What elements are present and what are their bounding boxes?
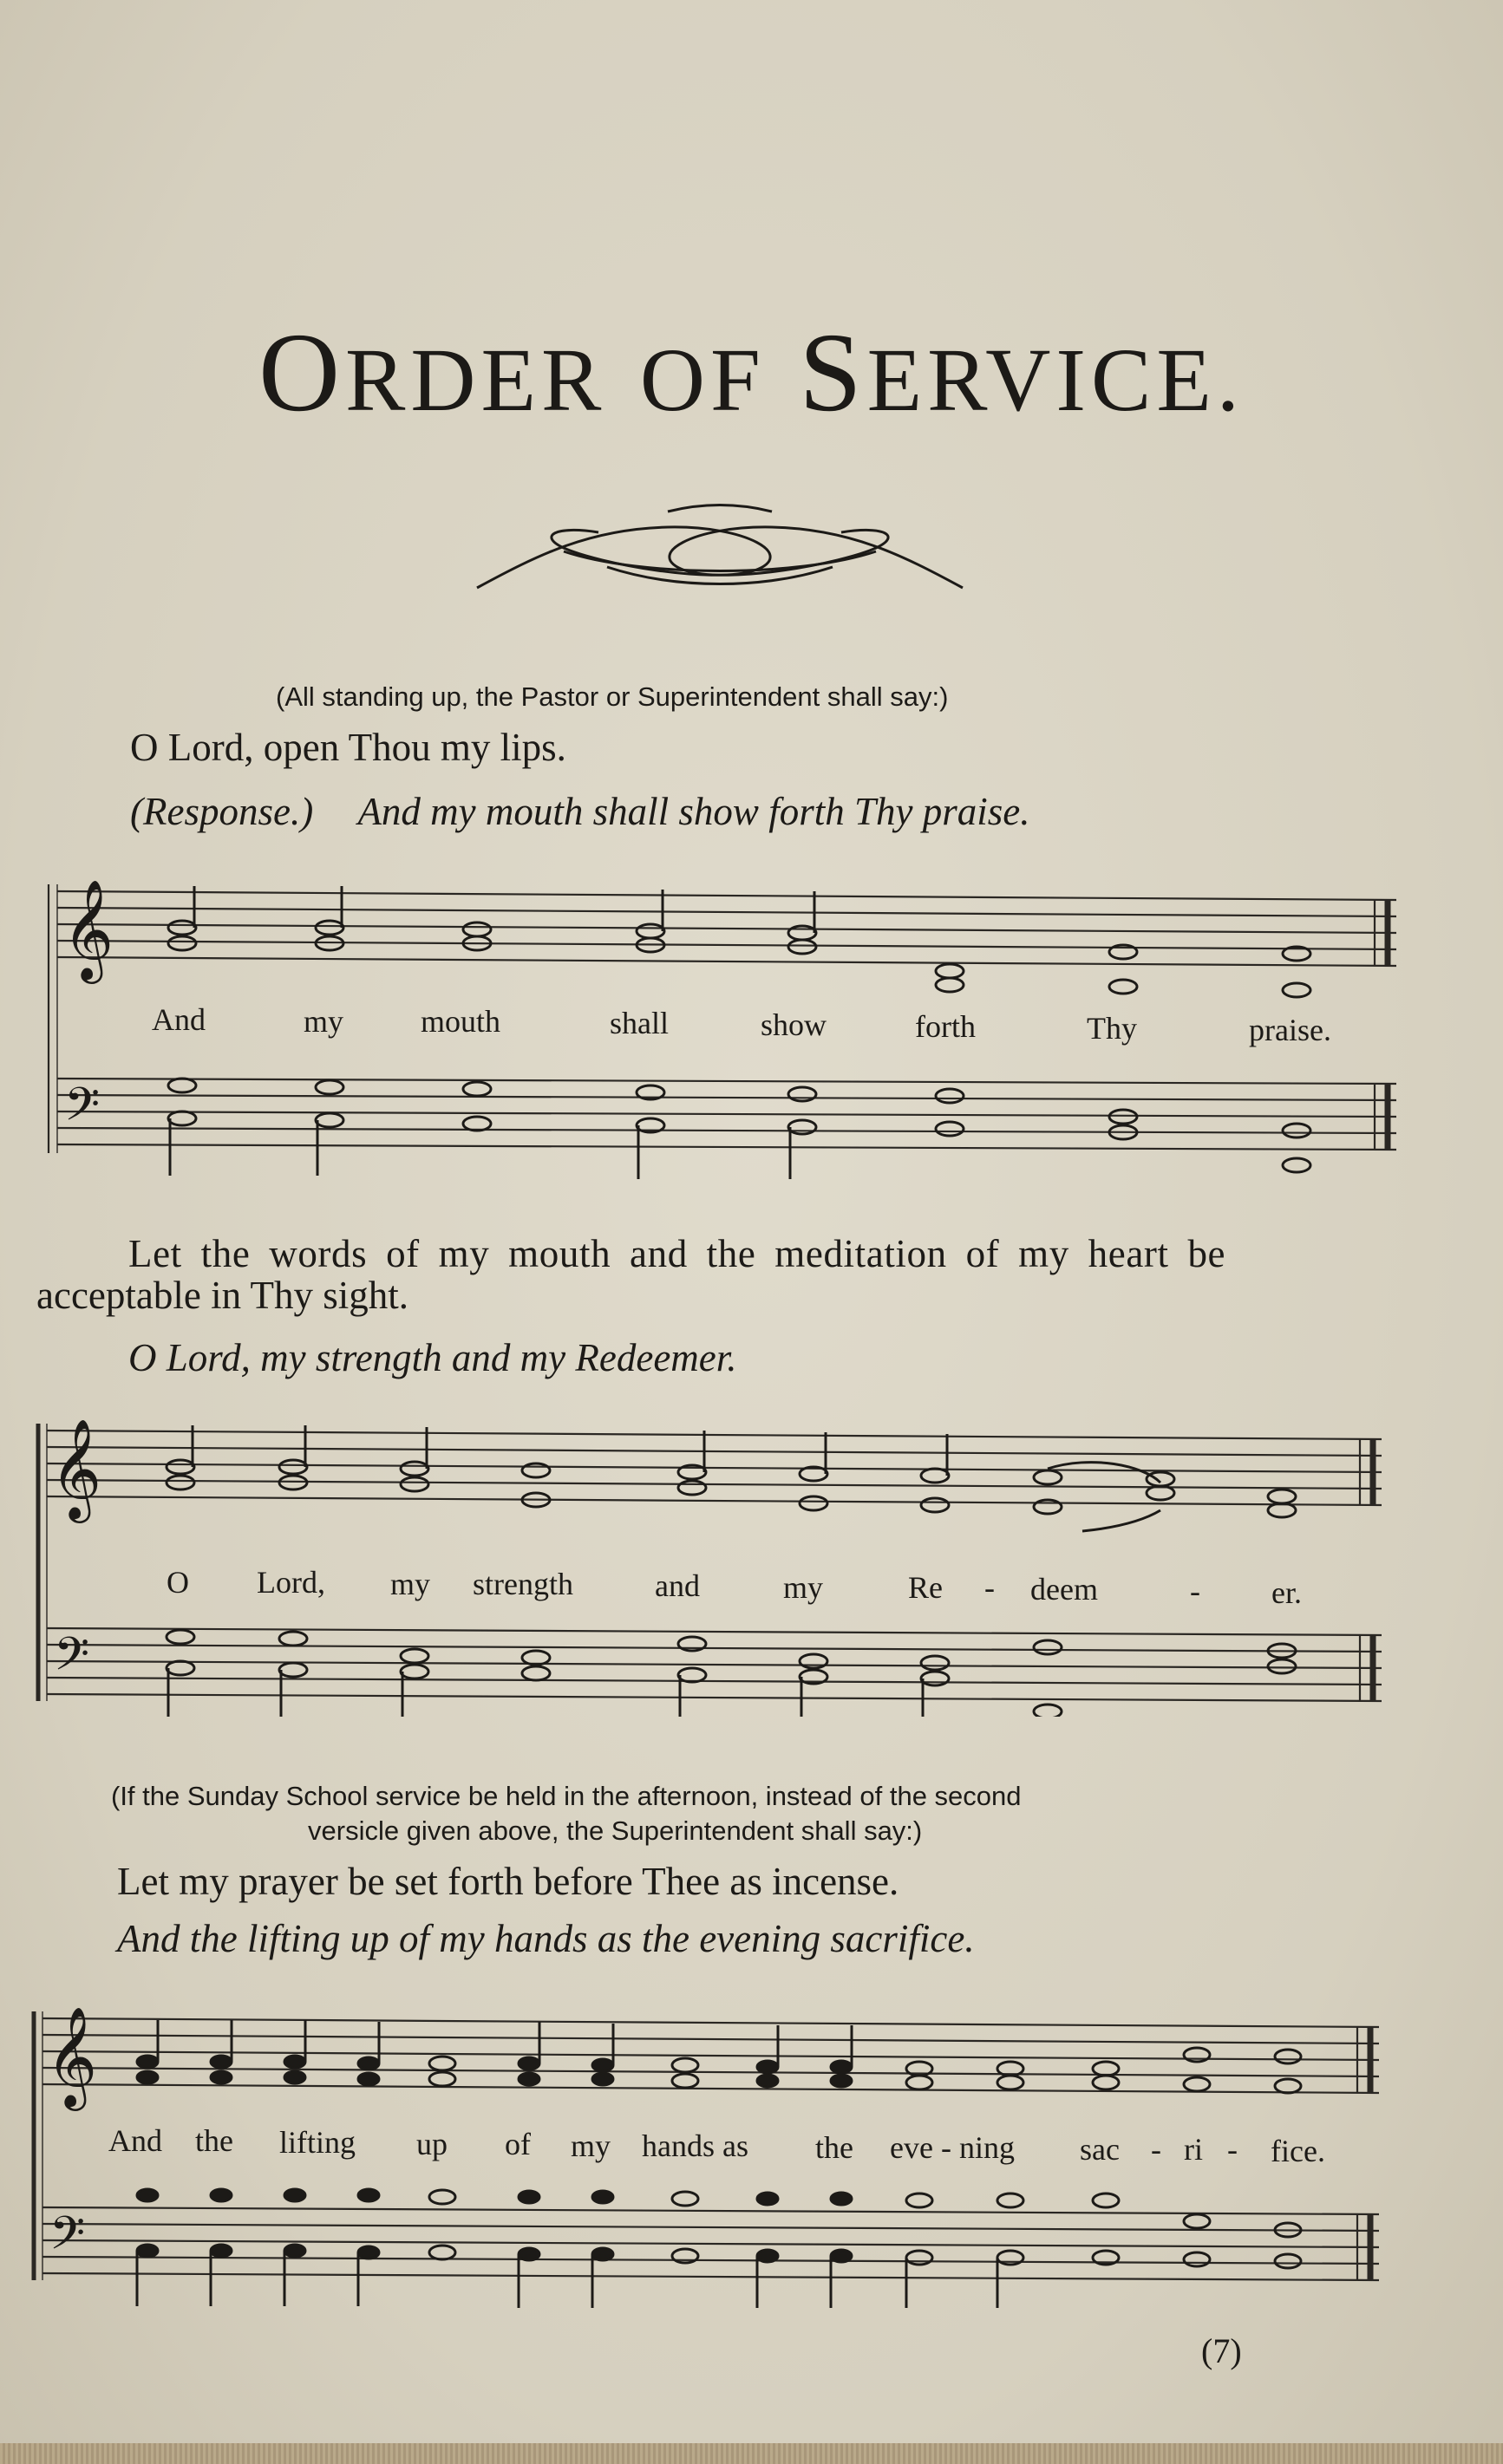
lyric-3-4: of [505, 2127, 531, 2161]
lyric-3-2: lifting [279, 2125, 356, 2160]
lyric-1-3: shall [610, 1006, 669, 1040]
response-1 [130, 789, 1029, 834]
rubric-3-line-2: versicle given above, the Superintendent shall say:) [308, 1815, 923, 1846]
page-number: (7) [1201, 2331, 1242, 2370]
lyric-2-10: er. [1271, 1575, 1302, 1610]
lyric-3-6: hands as [642, 2128, 748, 2163]
lyric-1-7: praise. [1249, 1013, 1331, 1047]
svg-text:𝄞: 𝄞 [46, 2005, 98, 2107]
versicle-1: O Lord, open Thou my lips. [130, 726, 566, 769]
lyric-2-2: my [390, 1567, 431, 1601]
lyric-1-0: And [152, 1002, 206, 1037]
svg-text:𝄞: 𝄞 [50, 1418, 102, 1519]
page-edge [0, 2443, 1503, 2464]
lyric-2-7: - [984, 1570, 995, 1605]
lyric-3-13: fice. [1271, 2134, 1325, 2168]
lyric-3-11: ri [1184, 2132, 1203, 2167]
lyric-3-1: the [195, 2123, 233, 2158]
lyric-2-4: and [655, 1568, 700, 1603]
lyric-2-3: strength [473, 1567, 573, 1601]
lyric-3-7: the [815, 2130, 853, 2165]
lyric-3-10: - [1151, 2132, 1161, 2167]
response-text: And my mouth shall show forth Thy praise. [357, 790, 1030, 833]
lyric-3-3: up [416, 2127, 448, 2161]
lyric-2-9: - [1190, 1574, 1200, 1608]
rubric-1: (All standing up, the Pastor or Superintendent shall say:) [276, 681, 949, 712]
lyric-2-0: O [167, 1565, 189, 1600]
lyric-1-5: forth [915, 1009, 976, 1044]
lyric-1-2: mouth [421, 1004, 501, 1039]
svg-text:𝄢: 𝄢 [54, 1628, 90, 1692]
svg-text:𝄢: 𝄢 [64, 1079, 101, 1143]
lyric-3-5: my [571, 2128, 611, 2163]
lyric-3-0: And [108, 2123, 162, 2158]
response-3: And the lifting up of my hands as the evening sacrifice. [117, 1917, 975, 1960]
music-system-2 [33, 1413, 1403, 1717]
svg-text:𝄢: 𝄢 [49, 2207, 86, 2272]
lyric-1-6: Thy [1087, 1011, 1137, 1046]
music-system-1 [43, 867, 1414, 1188]
response-label: (Response.) [130, 790, 314, 833]
svg-text:𝄞: 𝄞 [62, 878, 114, 980]
lyric-2-8: deem [1030, 1572, 1098, 1607]
rubric-3-line-1: (If the Sunday School service be held in the afternoon, instead of the second [111, 1781, 1022, 1811]
lyric-1-4: show [761, 1007, 827, 1042]
versicle-3: Let my prayer be set forth before Thee as incense. [117, 1860, 899, 1903]
versicle-2-line-2: acceptable in Thy sight. [36, 1274, 409, 1317]
page-title: ORDER OF SERVICE. [258, 310, 1245, 435]
lyric-2-1: Lord, [257, 1565, 325, 1600]
lyric-1-1: my [304, 1004, 344, 1039]
lyric-2-6: Re [908, 1570, 943, 1605]
lyric-3-9: sac [1080, 2132, 1120, 2167]
versicle-2-line-1: Let the words of my mouth and the meditation of my heart be [128, 1232, 1226, 1275]
lyric-3-12: - [1227, 2132, 1238, 2167]
flourish-ornament [468, 494, 971, 607]
response-2: O Lord, my strength and my Redeemer. [128, 1336, 737, 1379]
lyric-2-5: my [783, 1570, 824, 1605]
lyric-3-8: eve - ning [890, 2130, 1015, 2165]
